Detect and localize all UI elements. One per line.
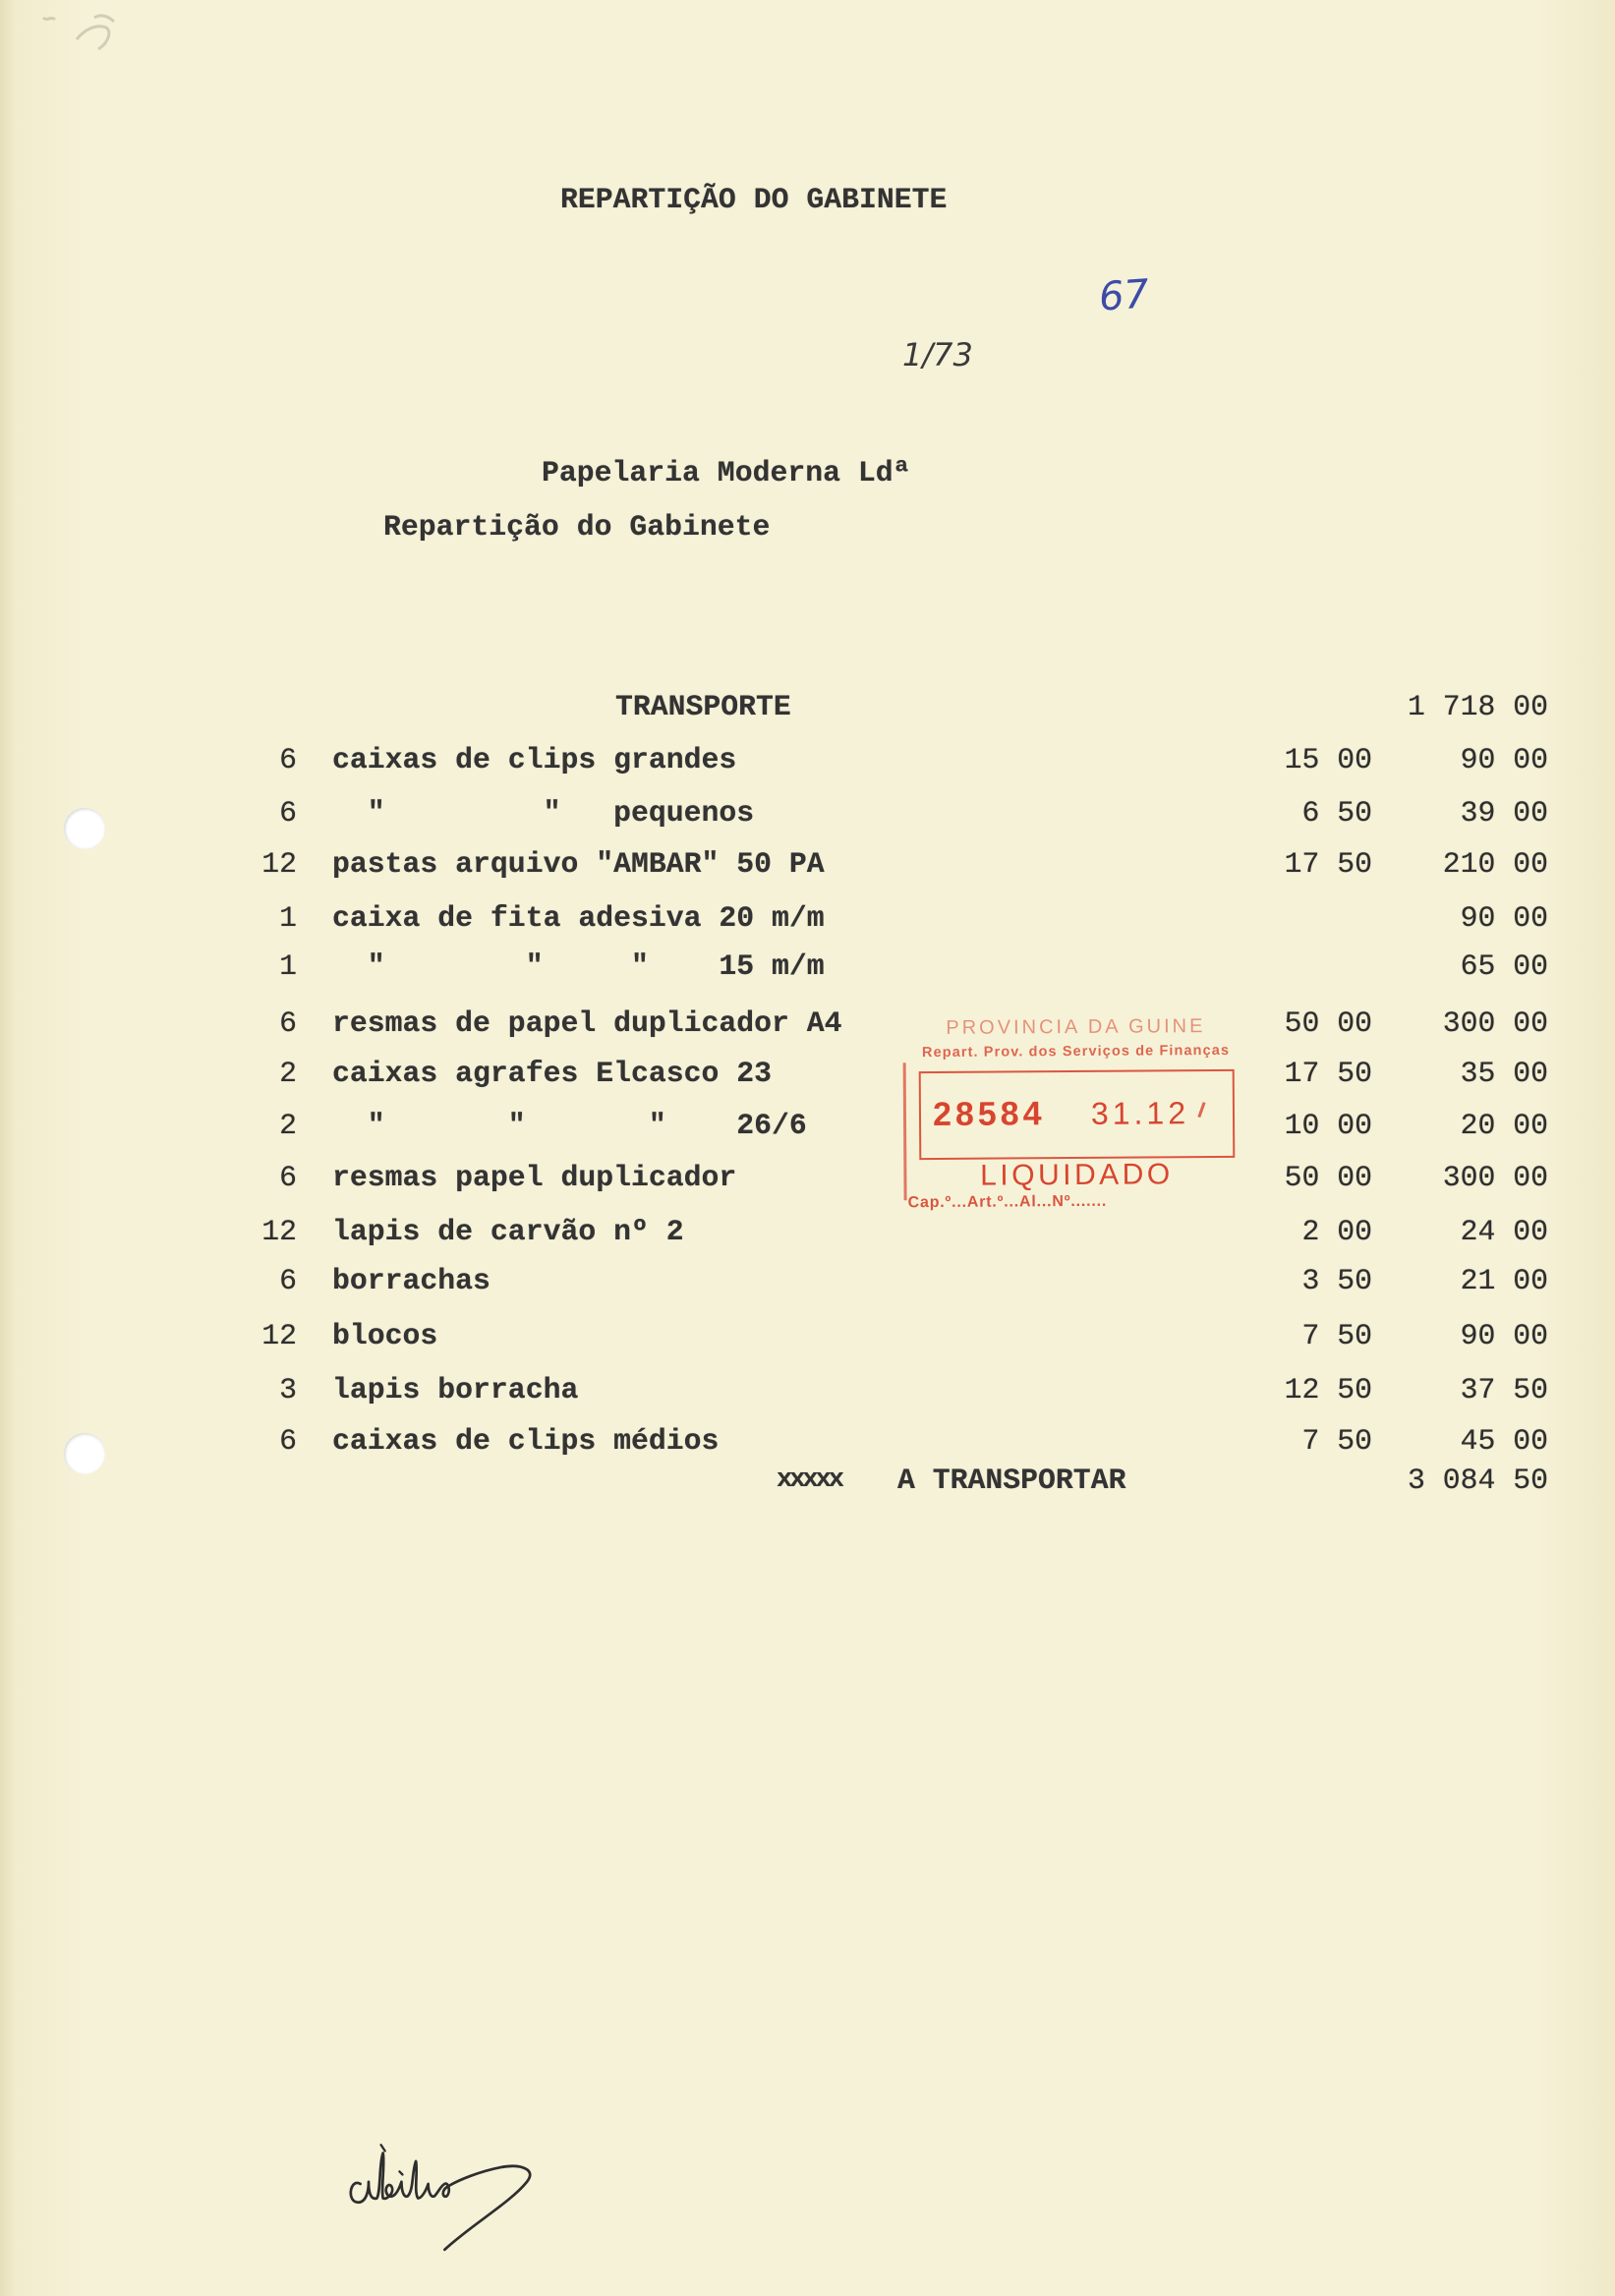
transporte-label: TRANSPORTE: [615, 690, 791, 723]
line-item: [0, 900, 1615, 936]
item-total: 21 00: [1460, 1264, 1548, 1297]
stamp-status: LIQUIDADO: [980, 1158, 1174, 1192]
item-unit-price: 2 00: [1301, 1215, 1372, 1248]
item-description: lapis de carvão nº 2: [332, 1215, 684, 1248]
item-quantity: 6: [279, 796, 297, 830]
a-transportar-label: A TRANSPORTAR: [897, 1464, 1126, 1497]
item-quantity: 3: [279, 1373, 297, 1406]
item-total: 90 00: [1460, 1319, 1548, 1352]
line-item: [0, 1056, 1615, 1091]
item-description: caixa de fita adesiva 20 m/m: [332, 901, 825, 935]
item-unit-price: 17 50: [1284, 847, 1372, 881]
page-title: REPARTIÇÃO DO GABINETE: [560, 183, 948, 216]
line-item: [0, 1108, 1615, 1143]
item-description: " " " 15 m/m: [332, 949, 825, 983]
item-description: pastas arquivo "AMBAR" 50 PA: [332, 847, 825, 881]
item-total: 300 00: [1442, 1006, 1548, 1040]
line-item: [0, 1423, 1615, 1459]
item-quantity: 6: [279, 1161, 297, 1194]
item-unit-price: 6 50: [1301, 796, 1372, 830]
item-quantity: 6: [279, 1264, 297, 1297]
stamp-number: 28584: [932, 1095, 1046, 1134]
a-transportar-row: [0, 1463, 1615, 1498]
line-item: [0, 1005, 1615, 1041]
item-quantity: 12: [261, 847, 297, 881]
item-total: 90 00: [1460, 901, 1548, 935]
stamp-fields: Cap.º...Art.º...Al...Nº.......: [907, 1192, 1108, 1212]
transporte-row: [0, 689, 1615, 724]
item-description: " " " 26/6: [332, 1109, 807, 1142]
item-total: 65 00: [1460, 949, 1548, 983]
item-unit-price: 7 50: [1301, 1424, 1372, 1458]
item-description: lapis borracha: [332, 1373, 579, 1406]
item-description: borrachas: [332, 1264, 490, 1297]
item-total: 90 00: [1460, 743, 1548, 776]
item-description: resmas de papel duplicador A4: [332, 1006, 842, 1040]
line-item: [0, 1318, 1615, 1353]
item-unit-price: 15 00: [1284, 743, 1372, 776]
stamp-province: PROVINCIA DA GUINE: [946, 1015, 1206, 1039]
item-unit-price: 10 00: [1284, 1109, 1372, 1142]
item-total: 20 00: [1460, 1109, 1548, 1142]
transporte-amount: 1 718 00: [1407, 690, 1548, 723]
corner-mark: [37, 10, 131, 64]
item-unit-price: 50 00: [1284, 1161, 1372, 1194]
item-quantity: 2: [279, 1057, 297, 1090]
item-quantity: 1: [279, 901, 297, 935]
line-item: [0, 1263, 1615, 1298]
item-total: 39 00: [1460, 796, 1548, 830]
item-description: caixas de clips grandes: [332, 743, 737, 776]
item-description: caixas agrafes Elcasco 23: [332, 1057, 773, 1090]
item-total: 24 00: [1460, 1215, 1548, 1248]
item-total: 300 00: [1442, 1161, 1548, 1194]
stamp-date: 31.12: [1090, 1095, 1190, 1131]
item-quantity: 6: [279, 743, 297, 776]
item-unit-price: 12 50: [1284, 1373, 1372, 1406]
item-quantity: 2: [279, 1109, 297, 1142]
line-item: [0, 1214, 1615, 1249]
folio-number: 67: [1097, 271, 1151, 320]
item-quantity: 6: [279, 1424, 297, 1458]
line-item: [0, 1372, 1615, 1407]
item-quantity: 6: [279, 1006, 297, 1040]
line-item: [0, 846, 1615, 882]
line-item: [0, 742, 1615, 777]
item-unit-price: 7 50: [1301, 1319, 1372, 1352]
item-unit-price: 3 50: [1301, 1264, 1372, 1297]
line-item: [0, 1160, 1615, 1195]
reference-number: 1/73: [902, 336, 973, 373]
finance-stamp: [889, 1002, 1264, 1231]
item-unit-price: 17 50: [1284, 1057, 1372, 1090]
item-total: 45 00: [1460, 1424, 1548, 1458]
item-description: resmas papel duplicador: [332, 1161, 737, 1194]
item-unit-price: 50 00: [1284, 1006, 1372, 1040]
item-total: 37 50: [1460, 1373, 1548, 1406]
item-description: caixas de clips médios: [332, 1424, 720, 1458]
signature: [346, 2141, 572, 2254]
item-quantity: 12: [261, 1215, 297, 1248]
item-quantity: 1: [279, 949, 297, 983]
stamp-office: Repart. Prov. dos Serviços de Finanças: [921, 1042, 1231, 1062]
item-description: blocos: [332, 1319, 438, 1352]
line-item: [0, 948, 1615, 984]
item-total: 210 00: [1442, 847, 1548, 881]
line-item: [0, 795, 1615, 831]
a-transportar-amount: 3 084 50: [1407, 1464, 1548, 1497]
item-description: " " pequenos: [332, 796, 755, 830]
item-total: 35 00: [1460, 1057, 1548, 1090]
strikeout-mark: xxxxx: [777, 1465, 842, 1495]
department-name: Repartição do Gabinete: [383, 510, 771, 544]
item-quantity: 12: [261, 1319, 297, 1352]
company-name: Papelaria Moderna Ldª: [542, 456, 911, 489]
